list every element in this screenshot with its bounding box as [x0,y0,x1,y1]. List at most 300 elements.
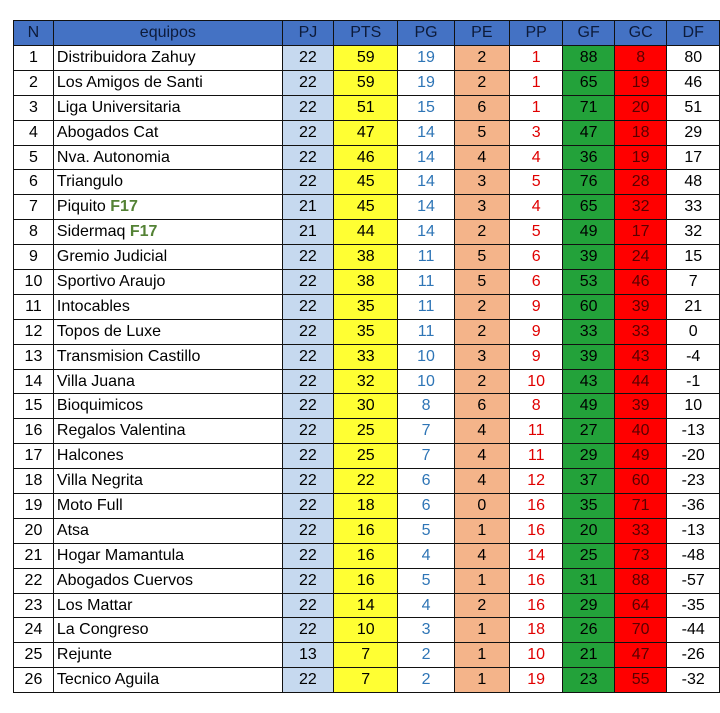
rank-cell: 20 [14,518,54,543]
gf-cell: 23 [563,668,615,693]
header-df: DF [667,21,720,46]
df-cell: 15 [667,245,720,270]
gf-cell: 49 [563,220,615,245]
pj-cell: 22 [282,170,333,195]
team-name: Triangulo [56,173,123,191]
pts-cell: 32 [334,369,398,394]
pg-cell: 14 [398,220,454,245]
pg-cell: 19 [398,70,454,95]
table-row [14,220,720,245]
pp-cell: 10 [509,643,562,668]
team-name: Abogados Cuervos [56,571,193,589]
rank-cell: 9 [14,245,54,270]
pg-cell: 15 [398,95,454,120]
table-row [14,593,720,618]
pj-cell: 22 [282,70,333,95]
table-row [14,444,720,469]
gc-cell: 46 [614,270,667,295]
gf-cell: 39 [563,344,615,369]
pg-cell: 11 [398,319,454,344]
pj-cell: 22 [282,444,333,469]
team-cell [53,270,282,295]
team-cell [53,145,282,170]
header-pts: PTS [334,21,398,46]
gf-cell: 76 [563,170,615,195]
header-pe: PE [454,21,509,46]
team-name: Villa Juana [56,372,135,390]
pe-cell: 2 [454,220,509,245]
df-cell: -44 [667,618,720,643]
team-name: Villa Negrita [56,472,143,490]
pe-cell: 3 [454,344,509,369]
rank-cell: 2 [14,70,54,95]
gc-cell: 88 [614,568,667,593]
rank-cell: 10 [14,270,54,295]
team-cell [53,518,282,543]
rank-cell: 6 [14,170,54,195]
pp-cell: 4 [509,195,562,220]
team-tag: F17 [129,223,158,241]
pts-cell: 16 [334,518,398,543]
rank-cell: 19 [14,494,54,519]
pg-cell: 10 [398,344,454,369]
df-cell: 48 [667,170,720,195]
gc-cell: 33 [614,518,667,543]
team-tag: F17 [110,198,138,216]
table-row [14,469,720,494]
team-cell [53,419,282,444]
header-pp: PP [509,21,562,46]
table-row [14,245,720,270]
pj-cell: 13 [282,643,333,668]
pg-cell: 11 [398,294,454,319]
pj-cell: 22 [282,369,333,394]
gf-cell: 20 [563,518,615,543]
pj-cell: 22 [282,270,333,295]
team-name: Hogar Mamantula [56,546,185,564]
rank-cell: 1 [14,46,54,71]
gc-cell: 44 [614,369,667,394]
pp-cell: 19 [509,668,562,693]
header-row [14,21,720,46]
df-cell: -32 [667,668,720,693]
pj-cell: 22 [282,518,333,543]
team-cell [53,568,282,593]
rank-cell: 17 [14,444,54,469]
gc-cell: 71 [614,494,667,519]
rank-cell: 5 [14,145,54,170]
pg-cell: 7 [398,419,454,444]
pe-cell: 1 [454,568,509,593]
pg-cell: 2 [398,643,454,668]
table-row [14,618,720,643]
df-cell: -4 [667,344,720,369]
gf-cell: 71 [563,95,615,120]
team-name: Sidermaq [56,223,126,241]
team-cell [53,46,282,71]
pg-cell: 4 [398,543,454,568]
team-name: Tecnico Aguila [56,671,160,689]
pe-cell: 4 [454,469,509,494]
rank-cell: 11 [14,294,54,319]
pj-cell: 22 [282,469,333,494]
pts-cell: 47 [334,120,398,145]
pts-cell: 10 [334,618,398,643]
gc-cell: 19 [614,145,667,170]
team-cell [53,494,282,519]
pts-cell: 59 [334,70,398,95]
team-cell [53,394,282,419]
gc-cell: 28 [614,170,667,195]
team-cell [53,643,282,668]
pg-cell: 4 [398,593,454,618]
df-cell: -36 [667,494,720,519]
pg-cell: 14 [398,145,454,170]
pj-cell: 22 [282,394,333,419]
df-cell: -1 [667,369,720,394]
team-name: Rejunte [56,646,113,664]
df-cell: -26 [667,643,720,668]
team-name: Halcones [56,447,124,465]
pts-cell: 44 [334,220,398,245]
table-row [14,518,720,543]
pe-cell: 2 [454,593,509,618]
gc-cell: 17 [614,220,667,245]
pj-cell: 22 [282,46,333,71]
table-row [14,145,720,170]
pts-cell: 18 [334,494,398,519]
pts-cell: 51 [334,95,398,120]
pp-cell: 8 [509,394,562,419]
team-cell [53,618,282,643]
pp-cell: 16 [509,518,562,543]
pp-cell: 16 [509,494,562,519]
gc-cell: 20 [614,95,667,120]
df-cell: -13 [667,419,720,444]
pj-cell: 22 [282,568,333,593]
pp-cell: 11 [509,444,562,469]
pg-cell: 14 [398,120,454,145]
pp-cell: 9 [509,319,562,344]
pj-cell: 22 [282,618,333,643]
pts-cell: 30 [334,394,398,419]
gf-cell: 47 [563,120,615,145]
team-name: Nva. Autonomia [56,148,170,166]
team-name: La Congreso [56,621,149,639]
gf-cell: 65 [563,195,615,220]
df-cell: 80 [667,46,720,71]
table-row [14,643,720,668]
gc-cell: 39 [614,394,667,419]
gf-cell: 49 [563,394,615,419]
table-row [14,46,720,71]
pg-cell: 14 [398,170,454,195]
pp-cell: 1 [509,46,562,71]
rank-cell: 15 [14,394,54,419]
rank-cell: 26 [14,668,54,693]
pe-cell: 0 [454,494,509,519]
pe-cell: 5 [454,270,509,295]
pts-cell: 14 [334,593,398,618]
table-row [14,543,720,568]
pts-cell: 7 [334,643,398,668]
team-name: Gremio Judicial [56,248,168,266]
rank-cell: 8 [14,220,54,245]
gf-cell: 60 [563,294,615,319]
team-cell [53,245,282,270]
gf-cell: 27 [563,419,615,444]
pp-cell: 1 [509,95,562,120]
pg-cell: 5 [398,568,454,593]
header-gc: GC [614,21,667,46]
team-name: Los Amigos de Santi [56,73,203,91]
pe-cell: 4 [454,543,509,568]
gc-cell: 64 [614,593,667,618]
pe-cell: 2 [454,70,509,95]
pg-cell: 6 [398,469,454,494]
pe-cell: 2 [454,369,509,394]
pj-cell: 21 [282,195,333,220]
gf-cell: 35 [563,494,615,519]
standings-table [13,20,720,693]
table-row [14,568,720,593]
pj-cell: 21 [282,220,333,245]
rank-cell: 25 [14,643,54,668]
pe-cell: 4 [454,145,509,170]
pp-cell: 5 [509,170,562,195]
rank-cell: 21 [14,543,54,568]
pp-cell: 4 [509,145,562,170]
table-row [14,419,720,444]
header-equipos: equipos [53,21,282,46]
gc-cell: 55 [614,668,667,693]
df-cell: -20 [667,444,720,469]
pg-cell: 10 [398,369,454,394]
pp-cell: 14 [509,543,562,568]
df-cell: 32 [667,220,720,245]
team-name: Bioquimicos [56,397,144,415]
team-cell [53,469,282,494]
pp-cell: 1 [509,70,562,95]
df-cell: 0 [667,319,720,344]
pj-cell: 22 [282,319,333,344]
pts-cell: 38 [334,270,398,295]
rank-cell: 13 [14,344,54,369]
team-cell [53,170,282,195]
pp-cell: 12 [509,469,562,494]
pe-cell: 4 [454,419,509,444]
pp-cell: 9 [509,294,562,319]
team-cell [53,120,282,145]
gf-cell: 29 [563,444,615,469]
team-name: Moto Full [56,496,123,514]
pp-cell: 6 [509,270,562,295]
pe-cell: 2 [454,46,509,71]
pj-cell: 22 [282,120,333,145]
table-row [14,394,720,419]
pg-cell: 8 [398,394,454,419]
team-cell [53,344,282,369]
df-cell: -23 [667,469,720,494]
pts-cell: 16 [334,568,398,593]
pe-cell: 1 [454,668,509,693]
gf-cell: 88 [563,46,615,71]
header-pj: PJ [282,21,333,46]
pe-cell: 6 [454,394,509,419]
pe-cell: 1 [454,618,509,643]
team-name: Atsa [56,521,89,539]
team-name: Los Mattar [56,596,133,614]
table-row [14,170,720,195]
gc-cell: 47 [614,643,667,668]
table-row [14,369,720,394]
team-cell [53,220,282,245]
pts-cell: 25 [334,419,398,444]
pg-cell: 5 [398,518,454,543]
team-cell [53,319,282,344]
gc-cell: 40 [614,419,667,444]
team-name: Piquito [56,198,106,216]
df-cell: -57 [667,568,720,593]
df-cell: 46 [667,70,720,95]
gc-cell: 39 [614,294,667,319]
gc-cell: 19 [614,70,667,95]
gc-cell: 60 [614,469,667,494]
team-name: Liga Universitaria [56,98,181,116]
pts-cell: 7 [334,668,398,693]
pe-cell: 6 [454,95,509,120]
team-name: Transmision Castillo [56,347,201,365]
df-cell: 33 [667,195,720,220]
table-row [14,344,720,369]
pts-cell: 22 [334,469,398,494]
pj-cell: 22 [282,543,333,568]
gc-cell: 18 [614,120,667,145]
pp-cell: 5 [509,220,562,245]
pj-cell: 22 [282,668,333,693]
gc-cell: 8 [614,46,667,71]
pj-cell: 22 [282,245,333,270]
pts-cell: 35 [334,294,398,319]
team-name: Intocables [56,297,130,315]
gc-cell: 24 [614,245,667,270]
pe-cell: 3 [454,195,509,220]
pg-cell: 14 [398,195,454,220]
pe-cell: 3 [454,170,509,195]
team-cell [53,195,282,220]
pj-cell: 22 [282,95,333,120]
gf-cell: 36 [563,145,615,170]
gc-cell: 73 [614,543,667,568]
table-row [14,95,720,120]
table-row [14,270,720,295]
pj-cell: 22 [282,593,333,618]
gc-cell: 70 [614,618,667,643]
pg-cell: 11 [398,270,454,295]
gc-cell: 32 [614,195,667,220]
pg-cell: 2 [398,668,454,693]
rank-cell: 22 [14,568,54,593]
rank-cell: 3 [14,95,54,120]
df-cell: 17 [667,145,720,170]
gc-cell: 49 [614,444,667,469]
gf-cell: 25 [563,543,615,568]
pg-cell: 7 [398,444,454,469]
team-cell [53,294,282,319]
table-row [14,120,720,145]
pj-cell: 22 [282,419,333,444]
team-name: Sportivo Araujo [56,272,166,290]
pp-cell: 3 [509,120,562,145]
team-cell [53,70,282,95]
rank-cell: 14 [14,369,54,394]
df-cell: -48 [667,543,720,568]
pts-cell: 45 [334,195,398,220]
header-gf: GF [563,21,615,46]
team-name: Distribuidora Zahuy [56,48,196,66]
pe-cell: 2 [454,319,509,344]
df-cell: 21 [667,294,720,319]
df-cell: -13 [667,518,720,543]
team-cell [53,444,282,469]
pe-cell: 2 [454,294,509,319]
df-cell: 7 [667,270,720,295]
team-cell [53,593,282,618]
pj-cell: 22 [282,294,333,319]
pp-cell: 16 [509,568,562,593]
team-cell [53,95,282,120]
table-row [14,195,720,220]
header-pg: PG [398,21,454,46]
team-name: Topos de Luxe [56,322,161,340]
gf-cell: 39 [563,245,615,270]
pts-cell: 38 [334,245,398,270]
team-name: Abogados Cat [56,123,159,141]
table-row [14,294,720,319]
df-cell: 29 [667,120,720,145]
rank-cell: 24 [14,618,54,643]
pg-cell: 19 [398,46,454,71]
pj-cell: 22 [282,494,333,519]
rank-cell: 23 [14,593,54,618]
pts-cell: 35 [334,319,398,344]
pg-cell: 3 [398,618,454,643]
pe-cell: 5 [454,120,509,145]
gf-cell: 37 [563,469,615,494]
pp-cell: 6 [509,245,562,270]
pe-cell: 1 [454,518,509,543]
rank-cell: 4 [14,120,54,145]
pj-cell: 22 [282,344,333,369]
pp-cell: 16 [509,593,562,618]
pj-cell: 22 [282,145,333,170]
pts-cell: 16 [334,543,398,568]
pts-cell: 45 [334,170,398,195]
gf-cell: 21 [563,643,615,668]
rank-cell: 16 [14,419,54,444]
table-row [14,494,720,519]
team-cell [53,543,282,568]
gf-cell: 26 [563,618,615,643]
rank-cell: 18 [14,469,54,494]
gf-cell: 29 [563,593,615,618]
gf-cell: 65 [563,70,615,95]
df-cell: -35 [667,593,720,618]
pp-cell: 9 [509,344,562,369]
pe-cell: 5 [454,245,509,270]
table-row [14,70,720,95]
team-cell [53,369,282,394]
